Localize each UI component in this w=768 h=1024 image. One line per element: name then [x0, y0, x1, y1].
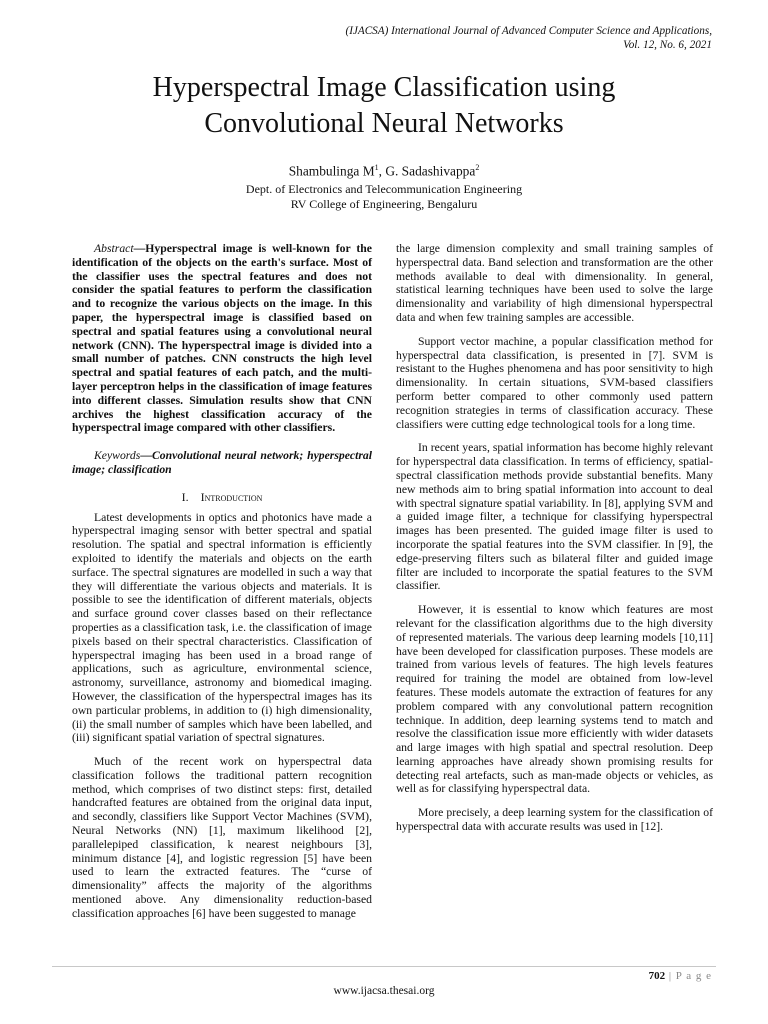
page-number-value: 702 [648, 970, 666, 982]
left-column [72, 242, 372, 931]
body-paragraph: In recent years, spatial information has become highly relevant for hyperspectral data classification. In terms of efficiency, spatial-spectral classification methods provide substantial benefits. Many new methods aim to bring spatial information into account to deal with spectral signature spatial variability. In [8], applying SVM and a guided image filter, a technique for classifying hyperspectral images has been presented. The guided image filter is used to incorporate the spatial features into the SVM classifier. In [9], the edge-preserving filters such as bilateral filter and guided image filter are included to incorporate the spatial features to the SVM classifier. [396, 441, 713, 593]
author-2-affil-mark: 2 [475, 163, 480, 172]
abstract-label: Abstract [94, 242, 134, 255]
footer-divider [52, 966, 716, 967]
section-number: I. [181, 489, 189, 504]
body-paragraph: Much of the recent work on hyperspectral data classification follows the traditional pattern recognition method, which comprises of two distinct steps: first, detailed handcrafted features are obtained from the original data input, and secondly, classifiers like Support Vector Machines (SVM), Neural Networks (NN) [1], maximum likelihood [2], parallelepiped classification, k nearest neighbours [3], minimum distance [4], and logistic regression [5] have been used to learn the extracted features. The “curse of dimensionality” affects the majority of the algorithms mentioned above. Any dimensionality reduction-based classification approaches [6] have been suggested to manage [72, 755, 372, 920]
paper-title [40, 70, 728, 142]
affiliation-line2: RV College of Engineering, Bengaluru [290, 197, 478, 211]
affiliation [0, 182, 768, 212]
paper-title-line2: Convolutional Neural Networks [204, 108, 564, 139]
abstract-text: —Hyperspectral image is well-known for the identification of the objects on the earth's surface. Most of the classifier uses the spectral features and does not consider the spatial features to perform the classification and to recognize the various objects on the image. In this paper, the hyperspectral image is classified based on spectral and spatial features using a convolutional neural network (CNN). The hyperspectral image is divided into a small number of patches. CNN constructs the high level spectral and spatial features of each patch, and the multi-layer perceptron helps in the classification of image features into different classes. Simulation results show that CNN archives the highest classification accuracy of the hyperspectral image compared with other classifiers. [72, 242, 372, 435]
author-1-affil-mark: 1 [374, 163, 379, 172]
author-list [0, 163, 768, 179]
journal-header [345, 24, 712, 52]
affiliation-line1: Dept. of Electronics and Telecommunication Engineering [245, 182, 523, 196]
right-column [396, 242, 713, 844]
keywords [72, 449, 372, 477]
body-paragraph: Latest developments in optics and photonics have made a hyperspectral imaging sensor with better spectral and spatial resolution. The spatial and spectral information is efficiently exploited to identify the materials and objects on the earth surface. The spectral signatures are modelled in such a way that they will differentiate the various objects and materials. It is possible to see the identification of different materials, objects and surface ground cover classes based on their reflectance properties as a classification task, i.e. the classification of image pixels based on their spectral characteristics. Classification of hyperspectral imaging has been used in a broad range of applications, such as agriculture, environmental science, astronomy, surveillance, astronomy and biomedical imaging. However, the classification of the hyperspectral images has its own particular problems, in addition to (i) high dimensionality, (ii) the small number of samples which have been labelled, and (iii) significant spatial variation of spectral signatures. [72, 510, 372, 745]
keywords-label: Keywords [94, 449, 141, 463]
author-separator: , [378, 163, 386, 179]
body-paragraph: More precisely, a deep learning system for the classification of hyperspectral data with accurate results was used in [12]. [396, 806, 713, 834]
body-paragraph: the large dimension complexity and small training samples of hyperspectral data. Band selection and transformation are the other methods available to deal with dimensionality. In general, statistical learning techniques have been used to solve the large dimensionality and variability of high dimensional hyperspectral data and when few training samples are accessible. [396, 242, 713, 324]
paper-title-line1: Hyperspectral Image Classification using [152, 72, 616, 103]
journal-url: www.ijacsa.thesai.org [333, 985, 435, 997]
section-title: Introduction [200, 489, 263, 504]
author-2: G. Sadashivappa [385, 163, 476, 179]
journal-header-line2: Vol. 12, No. 6, 2021 [623, 39, 712, 51]
keywords-text: —Convolutional neural network; hyperspectral image; classification [72, 449, 372, 476]
body-paragraph: However, it is essential to know which features are most relevant for the classification algorithms due to the high diversity of represented materials. The various deep learning models [10,11] have been developed for classification purposes. These models are trained from various levels of features. The high levels features required for training the model are obtained from low-level features. These models automate the extraction of features for any problem compared with any convolutional pattern recognition technique. In addition, deep learning systems tend to match and resolve the classification issue more efficiently with wider datasets and large images with high spatial and spectral resolution. Deep learning approaches have already shown promising results for detecting real artefacts, such as man-made objects or vehicles, as well as for classifying hyperspectral data. [396, 603, 713, 796]
section-heading-introduction [72, 491, 372, 505]
journal-header-line1: (IJACSA) International Journal of Advanced Computer Science and Applications, [345, 25, 712, 37]
body-paragraph: Support vector machine, a popular classification method for hyperspectral data classification, is presented in [7]. SVM is resistant to the Hughes phenomena and has poor sensitivity to high dimensionality. In certain situations, SVM-based classifiers perform better compared to other commonly used pattern recognition strategies in terms of classification accuracy. These classifiers were cutting edge technological tools for a long time. [396, 334, 713, 431]
author-1: Shambulinga M [288, 163, 375, 179]
page-number [649, 970, 712, 982]
abstract [72, 242, 372, 435]
page-label: | P a g e [665, 970, 712, 982]
